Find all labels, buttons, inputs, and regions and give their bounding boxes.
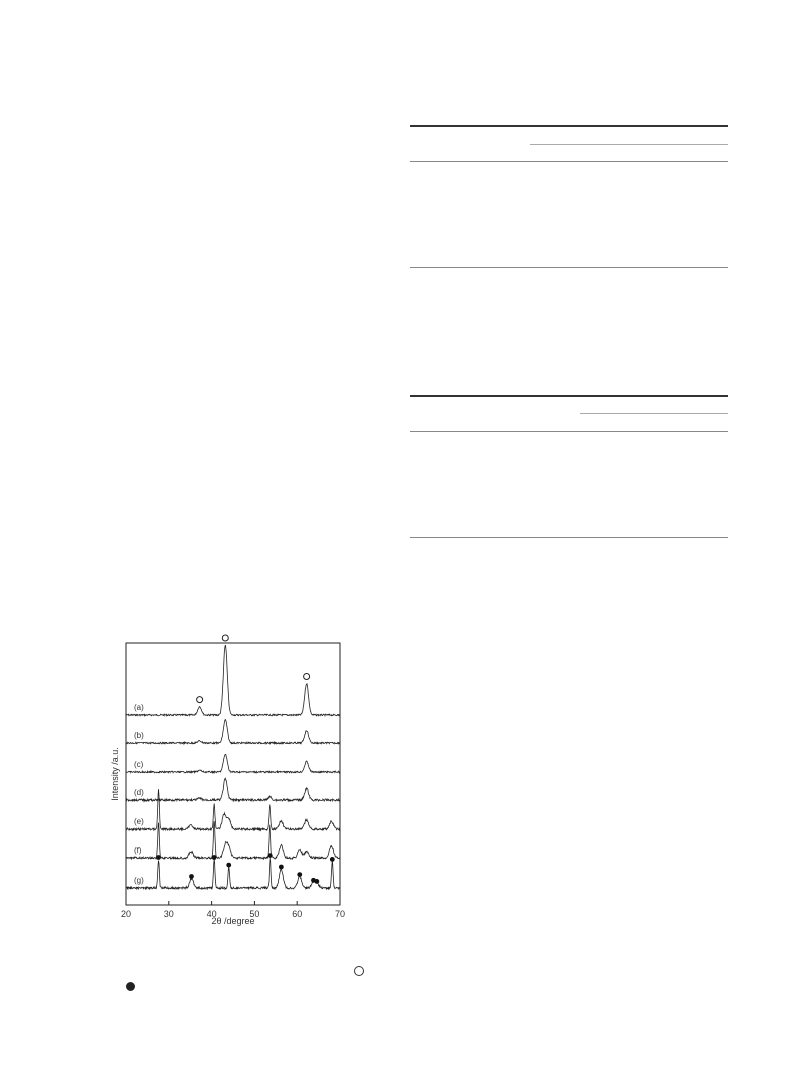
filled-circle-marker	[268, 853, 273, 858]
filled-circle-marker	[212, 855, 217, 860]
trace-a	[126, 645, 340, 716]
x-tick-label: 60	[292, 909, 303, 919]
table2-top-rule	[410, 395, 728, 397]
trace-label-b: (b)	[134, 731, 144, 740]
table2-spanner-rule	[580, 413, 728, 414]
x-tick-label: 70	[334, 909, 346, 919]
filled-circle-marker	[156, 855, 161, 860]
open-circle-marker	[222, 635, 228, 641]
x-tick-label: 30	[163, 909, 174, 919]
open-circle-marker	[304, 674, 310, 680]
trace-c	[126, 754, 340, 772]
filled-circle-legend-icon	[126, 982, 135, 991]
trace-label-d: (d)	[134, 788, 144, 797]
trace-label-c: (c)	[134, 760, 144, 769]
trace-label-g: (g)	[134, 876, 144, 885]
trace-label-e: (e)	[134, 817, 144, 826]
table1-header-rule	[410, 161, 728, 162]
table1-bottom-rule	[410, 267, 728, 268]
x-tick-label: 50	[249, 909, 260, 919]
xrd-chart	[104, 638, 354, 930]
table1-top-rule	[410, 125, 728, 127]
x-axis-label: 2θ /degree	[211, 916, 255, 926]
table2-bottom-rule	[410, 537, 728, 538]
filled-circle-marker	[189, 874, 194, 879]
filled-circle-marker	[330, 857, 335, 862]
table1-spanner-rule	[530, 144, 728, 145]
filled-circle-marker	[226, 863, 231, 868]
filled-circle-marker	[314, 879, 319, 884]
filled-circle-marker	[279, 865, 284, 870]
trace-label-f: (f)	[134, 846, 142, 855]
filled-circle-marker	[297, 872, 302, 877]
open-circle-marker	[197, 697, 203, 703]
x-tick-label: 40	[206, 909, 217, 919]
trace-b	[126, 720, 340, 744]
trace-f	[126, 821, 340, 859]
trace-g	[126, 858, 340, 889]
trace-label-a: (a)	[134, 703, 144, 712]
xrd-figure	[104, 638, 354, 930]
x-tick-label: 20	[120, 909, 132, 919]
open-circle-legend-icon	[354, 966, 364, 976]
table2-header-rule	[410, 431, 728, 432]
y-axis-label: Intensity /a.u.	[110, 747, 120, 801]
